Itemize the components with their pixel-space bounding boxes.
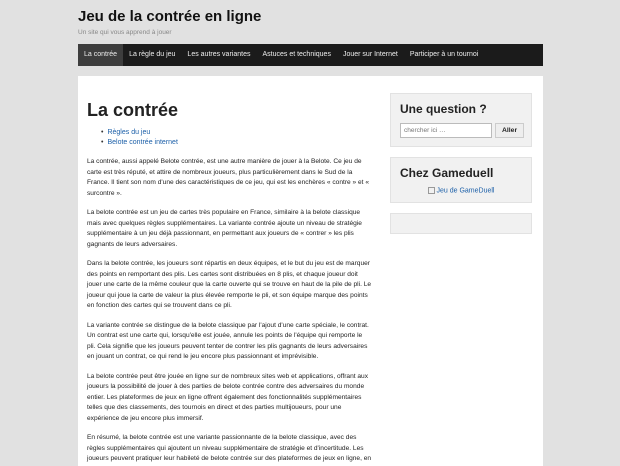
search-input[interactable] (400, 123, 492, 138)
main-nav (78, 44, 543, 66)
paragraph: La variante contrée se distingue de la belote classique par l'ajout d'une carte spéciale, le contrat. Un contrat est une carte qui, lorsqu'elle est jouée, annule les points de l'équipe qui remporte le pli. Cela signifie que les joueurs peuvent tenter de contrer les plis gagnants de leurs adversaires en jouant un contrat, ce qui rend le jeu encore plus passionnant et imprévisible. (87, 321, 369, 360)
nav-item-tournoi[interactable]: Participer à un tournoi (409, 51, 479, 58)
gameduell-image-link[interactable] (400, 187, 522, 194)
site-title[interactable]: Jeu de la contrée en ligne (78, 8, 262, 25)
empty-widget (390, 213, 532, 234)
paragraph: En résumé, la belote contrée est une variante passionnante de la belote classique, avec des règles supplémentaires qui ajoutent un niveau supplémentaire de stratégie et d'incertitude. Les joueurs peuvent pratiquer leur habileté de belote contrée sur des plateformes de jeux en ligne, en (87, 434, 372, 462)
nav-item-jouer-internet[interactable]: Jouer sur Internet (342, 51, 398, 58)
table-of-contents (101, 128, 372, 148)
sidebar (390, 93, 532, 244)
paragraph: La belote contrée peut être jouée en ligne sur de nombreux sites web et applications, offrant aux joueurs la possibilité de jouer à des parties de belote contrée contre des adversaires du monde entier. Les plateformes de jeux en ligne offrent également des fonctionnalités supplémentaires telles que des classements, des tournois en direct et des parties multijoueurs, pour une expérience de jeu encore plus immersif. (87, 372, 369, 422)
site-header (0, 0, 620, 44)
search-button[interactable]: Aller (495, 123, 524, 138)
toc-link-regles[interactable]: • Règles du jeu (101, 128, 372, 138)
nav-item-regle-du-jeu[interactable]: La règle du jeu (129, 51, 176, 58)
content-area (78, 76, 543, 466)
toc-link-belote-internet[interactable]: • Belote contrée internet (101, 138, 372, 148)
search-form (400, 123, 522, 138)
nav-item-la-contree[interactable]: La contrée (78, 44, 123, 66)
nav-item-autres-variantes[interactable]: Les autres variantes (187, 51, 251, 58)
paragraph: Dans la belote contrée, les joueurs sont répartis en deux équipes, et le but du jeu est de marquer des points en remportant des plis. Les cartes sont distribuées en 8 plis, et chaque joueur doit jouer une carte de la même couleur que la carte ouverte qui se trouve en haut de la pile de pli. Le joueur qui joue la carte de valeur la plus élevée remporte le pli, et son équipe marque des points en fonction des cartes qui se trouvent dans ce pli. (87, 260, 372, 309)
search-widget (390, 93, 532, 147)
search-widget-title: Une question ? (400, 102, 487, 116)
gameduell-widget-title: Chez Gameduell (400, 166, 494, 180)
main-article (87, 100, 372, 466)
site-description: Un site qui vous apprend à jouer (78, 29, 172, 36)
gameduell-image-alt: Jeu de GameDuell (436, 187, 495, 195)
broken-image-icon (428, 187, 435, 194)
nav-item-astuces[interactable]: Astuces et techniques (262, 51, 331, 58)
gameduell-widget (390, 157, 532, 203)
page-title: La contrée (87, 100, 179, 120)
paragraph: La belote contrée est un jeu de cartes très populaire en France, similaire à la belote classique mais avec quelques règles supplémentaires. La variante contrée ajoute un niveau de stratégie supplémentaire à un jeu déjà passionnant, en permettant aux joueurs de « contrer » les plis gagnants de leurs adversaires. (87, 209, 362, 248)
paragraph: La contrée, aussi appelé Belote contrée, est une autre manière de jouer à la Belote. Ce jeu de carte est très réputé, et attire de nombreux joueurs, plus particulièrement dans le Sud de la France. Il tient son nom d'une des caractéristiques de ce jeu, qui est les enchères « contre » et « surcontre ». (87, 158, 370, 197)
